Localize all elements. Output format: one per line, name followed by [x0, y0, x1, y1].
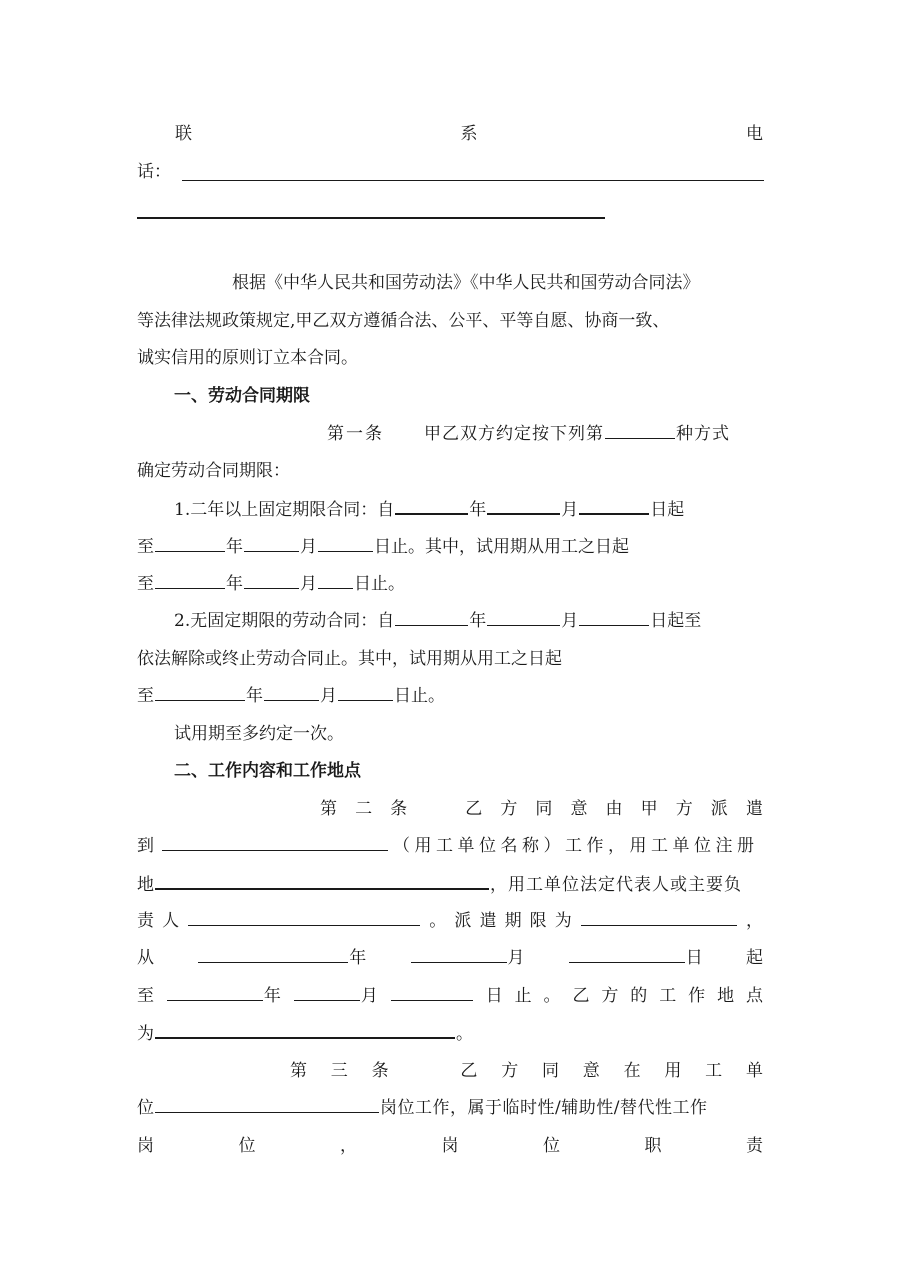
trial-month-blank[interactable] [244, 569, 299, 589]
option-one-end-row [137, 532, 763, 562]
employer-row [137, 831, 763, 861]
char: 由 [605, 799, 623, 819]
char: 月 [360, 986, 378, 1006]
char: 第 [320, 799, 337, 819]
unit-text: 至 [137, 574, 154, 594]
char: 地 [717, 986, 735, 1006]
option-one-row [174, 494, 763, 524]
trial-note: 试用期至多约定一次。 [174, 724, 344, 744]
char: 岗 [137, 1136, 154, 1156]
preamble-line: 等法律法规政策规定,甲乙双方遵循合法、公平、平等自愿、协商一致、 [137, 311, 670, 331]
work-location-row [137, 1018, 763, 1048]
char: 位 [238, 1136, 256, 1156]
start-year-blank[interactable] [395, 606, 468, 626]
article-text: 种方式 [676, 424, 730, 444]
char: 岗 [441, 1136, 459, 1156]
section-heading: 二、工作内容和工作地点 [174, 761, 361, 781]
char: 责 [746, 1136, 763, 1156]
option-text: 2.无固定期限的劳动合同：自 [174, 611, 395, 631]
char: 工 [659, 986, 677, 1006]
article-three-row [290, 1056, 763, 1086]
post-duty-row [137, 1131, 763, 1161]
option-text: 1.二年以上固定期限合同：自 [174, 500, 395, 520]
char: 起 [746, 948, 763, 968]
char: 地 [137, 875, 154, 895]
char: 同 [535, 799, 553, 819]
trial-month-blank[interactable] [264, 681, 319, 701]
unit-text: 日止。 [354, 574, 405, 594]
employer-name-blank[interactable] [162, 831, 388, 851]
char: 乙 [572, 986, 590, 1006]
unit-text: 年 [226, 537, 243, 557]
trial-end-row [137, 569, 763, 599]
char: 方 [601, 986, 619, 1006]
char: 派 [710, 799, 728, 819]
start-day-blank[interactable] [579, 494, 649, 515]
representative-row [137, 906, 763, 936]
char: 位 [137, 1098, 154, 1118]
article-text: 岗位工作，属于临时性/辅助性/替代性工作 [380, 1098, 708, 1118]
char: 至 [137, 986, 154, 1006]
char: 。 [456, 1024, 473, 1044]
article-two-row [320, 794, 763, 824]
unit-text: 日起至 [650, 611, 702, 631]
char: 在 [623, 1061, 641, 1081]
unit-text: 至 [137, 537, 154, 557]
char: 意 [582, 1061, 600, 1081]
post-name-blank[interactable] [155, 1093, 379, 1113]
registered-address-row [137, 869, 763, 899]
phone-blank-line-2[interactable] [137, 217, 605, 219]
trial-year-blank[interactable] [155, 681, 245, 701]
unit-text: 月 [300, 574, 317, 594]
trial-end-row [137, 681, 763, 711]
dispatch-end-month-blank[interactable] [294, 981, 360, 1001]
article-text: ，用工单位法定代表人或主要负 [490, 875, 742, 895]
start-month-blank[interactable] [487, 494, 560, 515]
unit-text: 月 [320, 686, 337, 706]
start-year-blank[interactable] [395, 494, 468, 515]
char: 意 [570, 799, 588, 819]
article-text: 甲乙双方约定按下列第 [424, 424, 604, 444]
trial-day-blank[interactable] [338, 681, 393, 701]
char: 条 [371, 1061, 389, 1081]
contact-char: 联 [175, 124, 192, 144]
article-label: 第一条 [327, 424, 384, 444]
work-location-blank[interactable] [155, 1018, 455, 1039]
char: 日 [485, 986, 503, 1006]
registered-address-blank[interactable] [155, 869, 489, 890]
char: 用 [664, 1061, 682, 1081]
dispatch-end-day-blank[interactable] [391, 981, 473, 1001]
dispatch-start-day-blank[interactable] [569, 943, 685, 963]
start-month-blank[interactable] [487, 606, 560, 626]
dispatch-end-year-blank[interactable] [167, 981, 263, 1001]
char: 方 [500, 799, 518, 819]
char: 止 [514, 986, 532, 1006]
option-text: 依法解除或终止劳动合同止。其中，试用期从用工之日起 [137, 649, 562, 669]
end-month-blank[interactable] [244, 532, 299, 552]
char: 乙 [465, 799, 483, 819]
char: 为 [554, 911, 572, 931]
preamble-line: 诚实信用的原则订立本合同。 [137, 348, 358, 368]
char: 从 [137, 948, 154, 968]
unit-text: 月 [561, 500, 579, 520]
char: 遣 [479, 911, 497, 931]
article-text: 确定劳动合同期限： [137, 461, 290, 481]
char: 职 [644, 1136, 662, 1156]
unit-text: 至 [137, 686, 154, 706]
contact-char: 系 [460, 124, 478, 144]
char: 第 [290, 1061, 307, 1081]
char: 工 [705, 1061, 723, 1081]
dispatch-end-row [137, 981, 763, 1011]
char: ， [745, 911, 763, 931]
contact-char: 电 [746, 124, 763, 144]
char: 限 [529, 911, 547, 931]
char: 日 [685, 948, 703, 968]
char: 期 [504, 911, 522, 931]
unit-text: 月 [561, 611, 579, 631]
char: 二 [355, 799, 373, 819]
char: 遣 [745, 799, 763, 819]
trial-year-blank[interactable] [155, 569, 225, 589]
char: 方 [675, 799, 693, 819]
dispatch-period-blank[interactable] [581, 906, 737, 926]
char: 年 [349, 948, 367, 968]
preamble-line: 根据《中华人民共和国劳动法》《中华人民共和国劳动合同法》 [232, 273, 700, 293]
trial-day-blank[interactable] [318, 569, 353, 589]
char: 同 [541, 1061, 559, 1081]
char: 为 [137, 1024, 154, 1044]
option-two-row [174, 606, 763, 636]
end-day-blank[interactable] [318, 532, 373, 552]
char: ， [340, 1136, 357, 1156]
unit-text: 日起 [650, 500, 685, 520]
unit-text: 日止。其中，试用期从用工之日起 [374, 537, 629, 557]
char: 方 [501, 1061, 519, 1081]
char: 的 [630, 986, 648, 1006]
start-day-blank[interactable] [579, 606, 649, 626]
article-one-row [327, 419, 763, 449]
unit-text: 年 [226, 574, 243, 594]
option-number-blank[interactable] [605, 419, 675, 439]
unit-text: 日止。 [394, 686, 445, 706]
phone-blank-line[interactable] [182, 180, 764, 181]
section-heading: 一、劳动合同期限 [174, 386, 310, 406]
char: 点 [745, 986, 763, 1006]
char: 月 [507, 948, 525, 968]
dispatch-start-year-blank[interactable] [198, 943, 348, 963]
char: 作 [688, 986, 706, 1006]
representative-blank[interactable] [188, 906, 420, 926]
unit-text: 年 [469, 611, 487, 631]
dispatch-start-row [137, 943, 763, 973]
char: 责 [137, 911, 154, 931]
end-year-blank[interactable] [155, 532, 225, 552]
char: 乙 [460, 1061, 478, 1081]
char: 单 [745, 1061, 763, 1081]
contact-phone-label-row [137, 119, 763, 149]
unit-text: 年 [469, 500, 487, 520]
article-text: （用工单位名称）工作，用工单位注册 [393, 836, 759, 856]
char: 三 [330, 1061, 348, 1081]
dispatch-start-month-blank[interactable] [411, 943, 507, 963]
unit-text: 月 [300, 537, 317, 557]
char: 人 [162, 911, 180, 931]
post-row [137, 1093, 763, 1123]
char: 。 [429, 911, 447, 931]
char: 到 [137, 836, 154, 856]
char: 条 [390, 799, 408, 819]
char: 甲 [640, 799, 658, 819]
unit-text: 年 [246, 686, 263, 706]
char: 年 [263, 986, 281, 1006]
char: 派 [454, 911, 472, 931]
char: 。 [543, 986, 561, 1006]
contact-phone-field-row [137, 157, 763, 187]
char: 位 [543, 1136, 560, 1156]
contact-char: 话： [137, 162, 171, 182]
